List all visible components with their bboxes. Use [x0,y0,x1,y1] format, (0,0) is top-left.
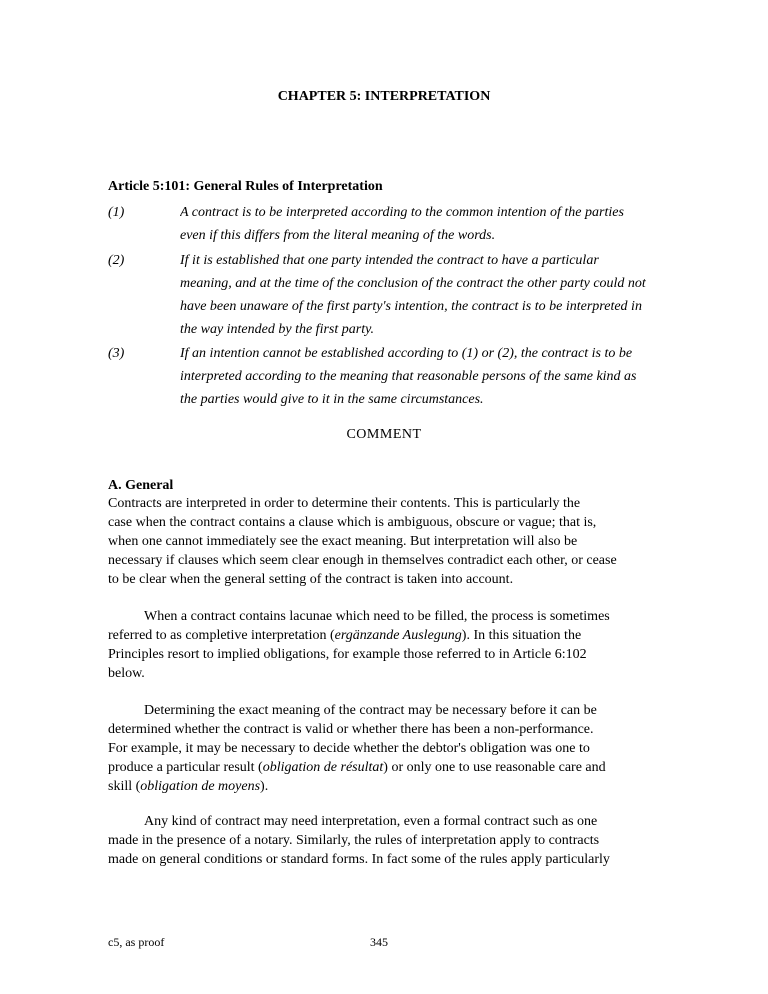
text-line: when one cannot immediately see the exact meaning. But interpretation will also be [108,534,578,549]
text-line: Any kind of contract may need interpretation, even a formal contract such as one [144,814,598,829]
text-line [108,758,676,777]
chapter-title: CHAPTER 5: INTERPRETATION [277,89,491,104]
text-line [108,626,676,645]
paragraph-number: (1) [108,205,125,220]
text-line: made in the presence of a notary. Similarly, the rules of interpretation apply to contracts [108,833,600,848]
text-line: determined whether the contract is valid or whether there has been a non-performance. [108,722,594,737]
text-run: ). In this situation the [461,628,582,643]
text-line: case when the contract contains a clause which is ambiguous, obscure or vague; that is, [108,515,597,530]
text-line: the parties would give to it in the same circumstances. [180,392,484,407]
text-line: If an intention cannot be established according to (1) or (2), the contract is to be [180,346,633,361]
section-heading: A. General [108,478,174,493]
text-line: to be clear when the general setting of the contract is taken into account. [108,572,514,587]
text-line: below. [108,666,145,681]
body-paragraph-2 [108,607,676,683]
page-number: 345 [370,935,388,949]
text-line [108,777,676,796]
italic-term: obligation de résultat [262,760,384,775]
italic-term: obligation de moyens [140,779,261,794]
comment-heading: COMMENT [346,427,422,442]
text-run: referred to as completive interpretation ( [108,628,335,643]
body-paragraph-1 [108,494,676,589]
text-line: made on general conditions or standard forms. In fact some of the rules apply particularly [108,852,610,867]
text-line: the way intended by the first party. [180,322,375,337]
text-run: skill ( [108,779,141,794]
text-run: ). [260,779,269,794]
footer-label: c5, as proof [108,935,165,949]
text-line: meaning, and at the time of the conclusion of the contract the other party could not [180,276,646,291]
text-line: even if this differs from the literal meaning of the words. [180,228,496,243]
text-run: produce a particular result ( [108,760,263,775]
text-line: Contracts are interpreted in order to determine their contents. This is particularly the [108,496,581,511]
body-paragraph-4 [108,812,676,869]
text-line: necessary if clauses which seem clear enough in themselves contradict each other, or cease [108,553,617,568]
text-line: If it is established that one party intended the contract to have a particular [180,253,599,268]
text-line: For example, it may be necessary to decide whether the debtor's obligation was one to [108,741,590,756]
text-line: When a contract contains lacunae which need to be filled, the process is sometimes [144,609,610,624]
text-line: interpreted according to the meaning that reasonable persons of the same kind as [180,369,637,384]
italic-term: ergänzande Auslegung [334,628,462,643]
text-line: have been unaware of the first party's intention, the contract is to be interpreted in [180,299,642,314]
paragraph-number: (2) [108,253,125,268]
paragraph-number: (3) [108,346,125,361]
body-paragraph-3 [108,701,676,796]
paragraph-text [180,249,676,341]
text-line: Principles resort to implied obligations, for example those referred to in Article 6:102 [108,647,587,662]
paragraph-text [180,342,676,411]
article-heading: Article 5:101: General Rules of Interpretation [108,179,383,194]
paragraph-text [180,201,676,247]
text-line: Determining the exact meaning of the contract may be necessary before it can be [144,703,597,718]
text-run: ) or only one to use reasonable care and [383,760,606,775]
text-line: A contract is to be interpreted according to the common intention of the parties [180,205,624,220]
